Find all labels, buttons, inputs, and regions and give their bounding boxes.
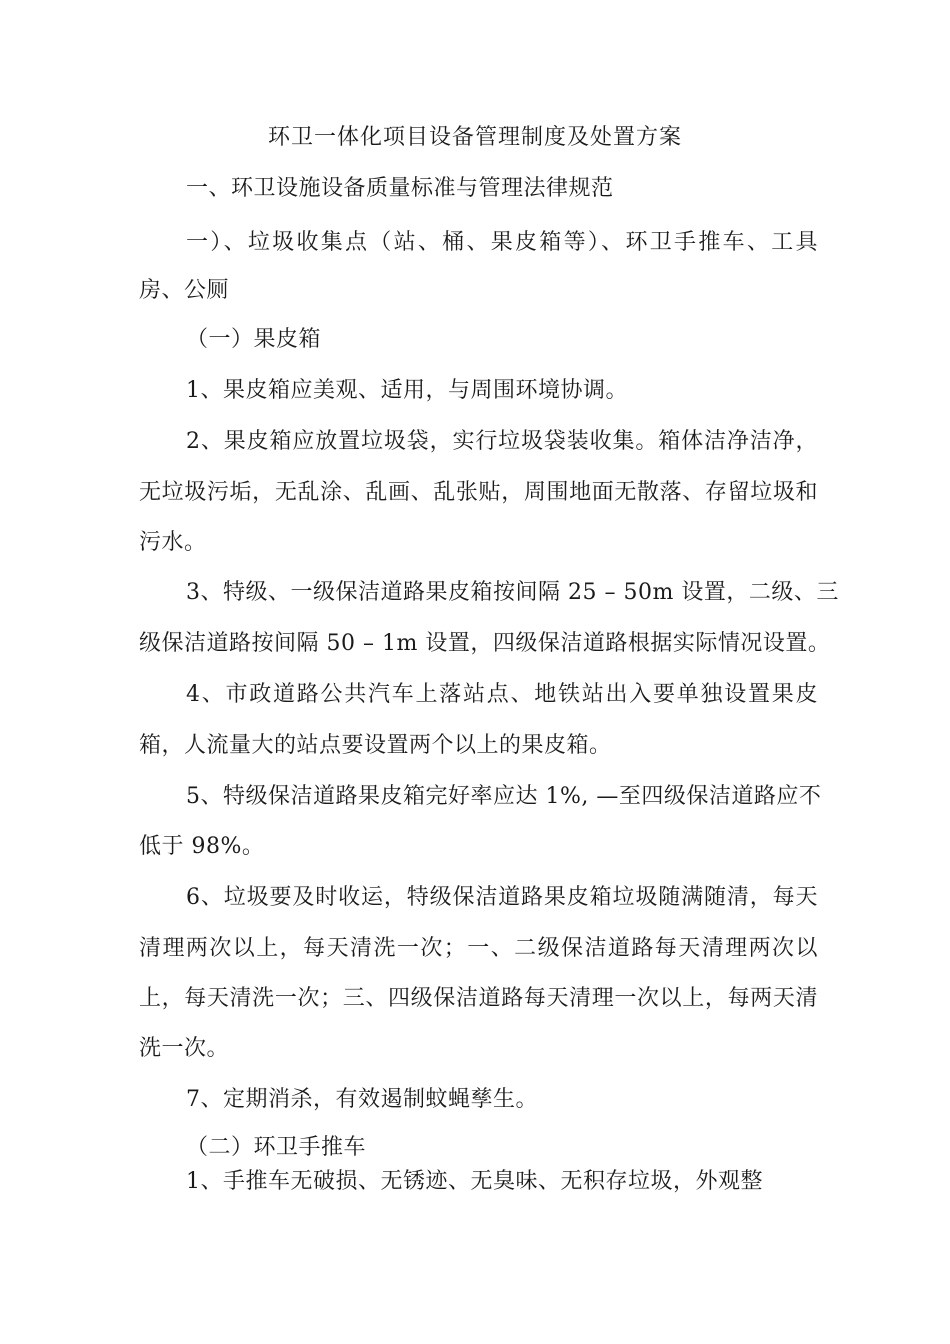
paragraph-line: 清理两次以上，每天清洗一次；一、二级保洁道路每天清理两次以 — [139, 936, 818, 961]
paragraph-line: 1、手推车无破损、无锈迹、无臭味、无积存垃圾，外观整 — [186, 1169, 763, 1194]
paragraph-line: 级保洁道路按间隔 50 – 1m 设置，四级保洁道路根据实际情况设置。 — [139, 631, 831, 656]
subsection-heading: 一）、垃圾收集点（站、桶、果皮箱等）、环卫手推车、工具 — [186, 230, 818, 255]
paragraph-line: 无垃圾污垢，无乱涂、乱画、乱张贴，周围地面无散落、存留垃圾和 — [139, 480, 818, 505]
item-heading: （一）果皮箱 — [186, 327, 322, 352]
paragraph-line: 1、果皮箱应美观、适用，与周围环境协调。 — [186, 378, 628, 403]
document-title: 环卫一体化项目设备管理制度及处置方案 — [267, 125, 682, 150]
paragraph-line: 7、定期消杀，有效遏制蚊蝇孳生。 — [186, 1087, 538, 1112]
section-heading: 一、环卫设施设备质量标准与管理法律规范 — [186, 176, 614, 201]
paragraph-line: 5、特级保洁道路果皮箱完好率应达 1%, —至四级保洁道路应不 — [186, 784, 822, 809]
paragraph-line: 上，每天清洗一次；三、四级保洁道路每天清理一次以上，每两天清 — [139, 986, 818, 1011]
paragraph-line: 4、市政道路公共汽车上落站点、地铁站出入要单独设置果皮 — [186, 682, 818, 707]
item-heading: （二）环卫手推车 — [186, 1135, 367, 1160]
paragraph-line: 3、特级、一级保洁道路果皮箱按间隔 25 – 50m 设置，二级、三 — [186, 580, 839, 605]
paragraph-line: 箱，人流量大的站点要设置两个以上的果皮箱。 — [139, 733, 612, 758]
subsection-heading-continued: 房、公厕 — [139, 278, 230, 303]
paragraph-line: 洗一次。 — [139, 1036, 230, 1061]
paragraph-line: 低于 98%。 — [139, 834, 265, 859]
paragraph-line: 污水。 — [139, 530, 207, 555]
paragraph-line: 6、垃圾要及时收运，特级保洁道路果皮箱垃圾随满随清，每天 — [186, 885, 818, 910]
paragraph-line: 2、果皮箱应放置垃圾袋，实行垃圾袋装收集。箱体洁净洁净， — [186, 429, 818, 454]
